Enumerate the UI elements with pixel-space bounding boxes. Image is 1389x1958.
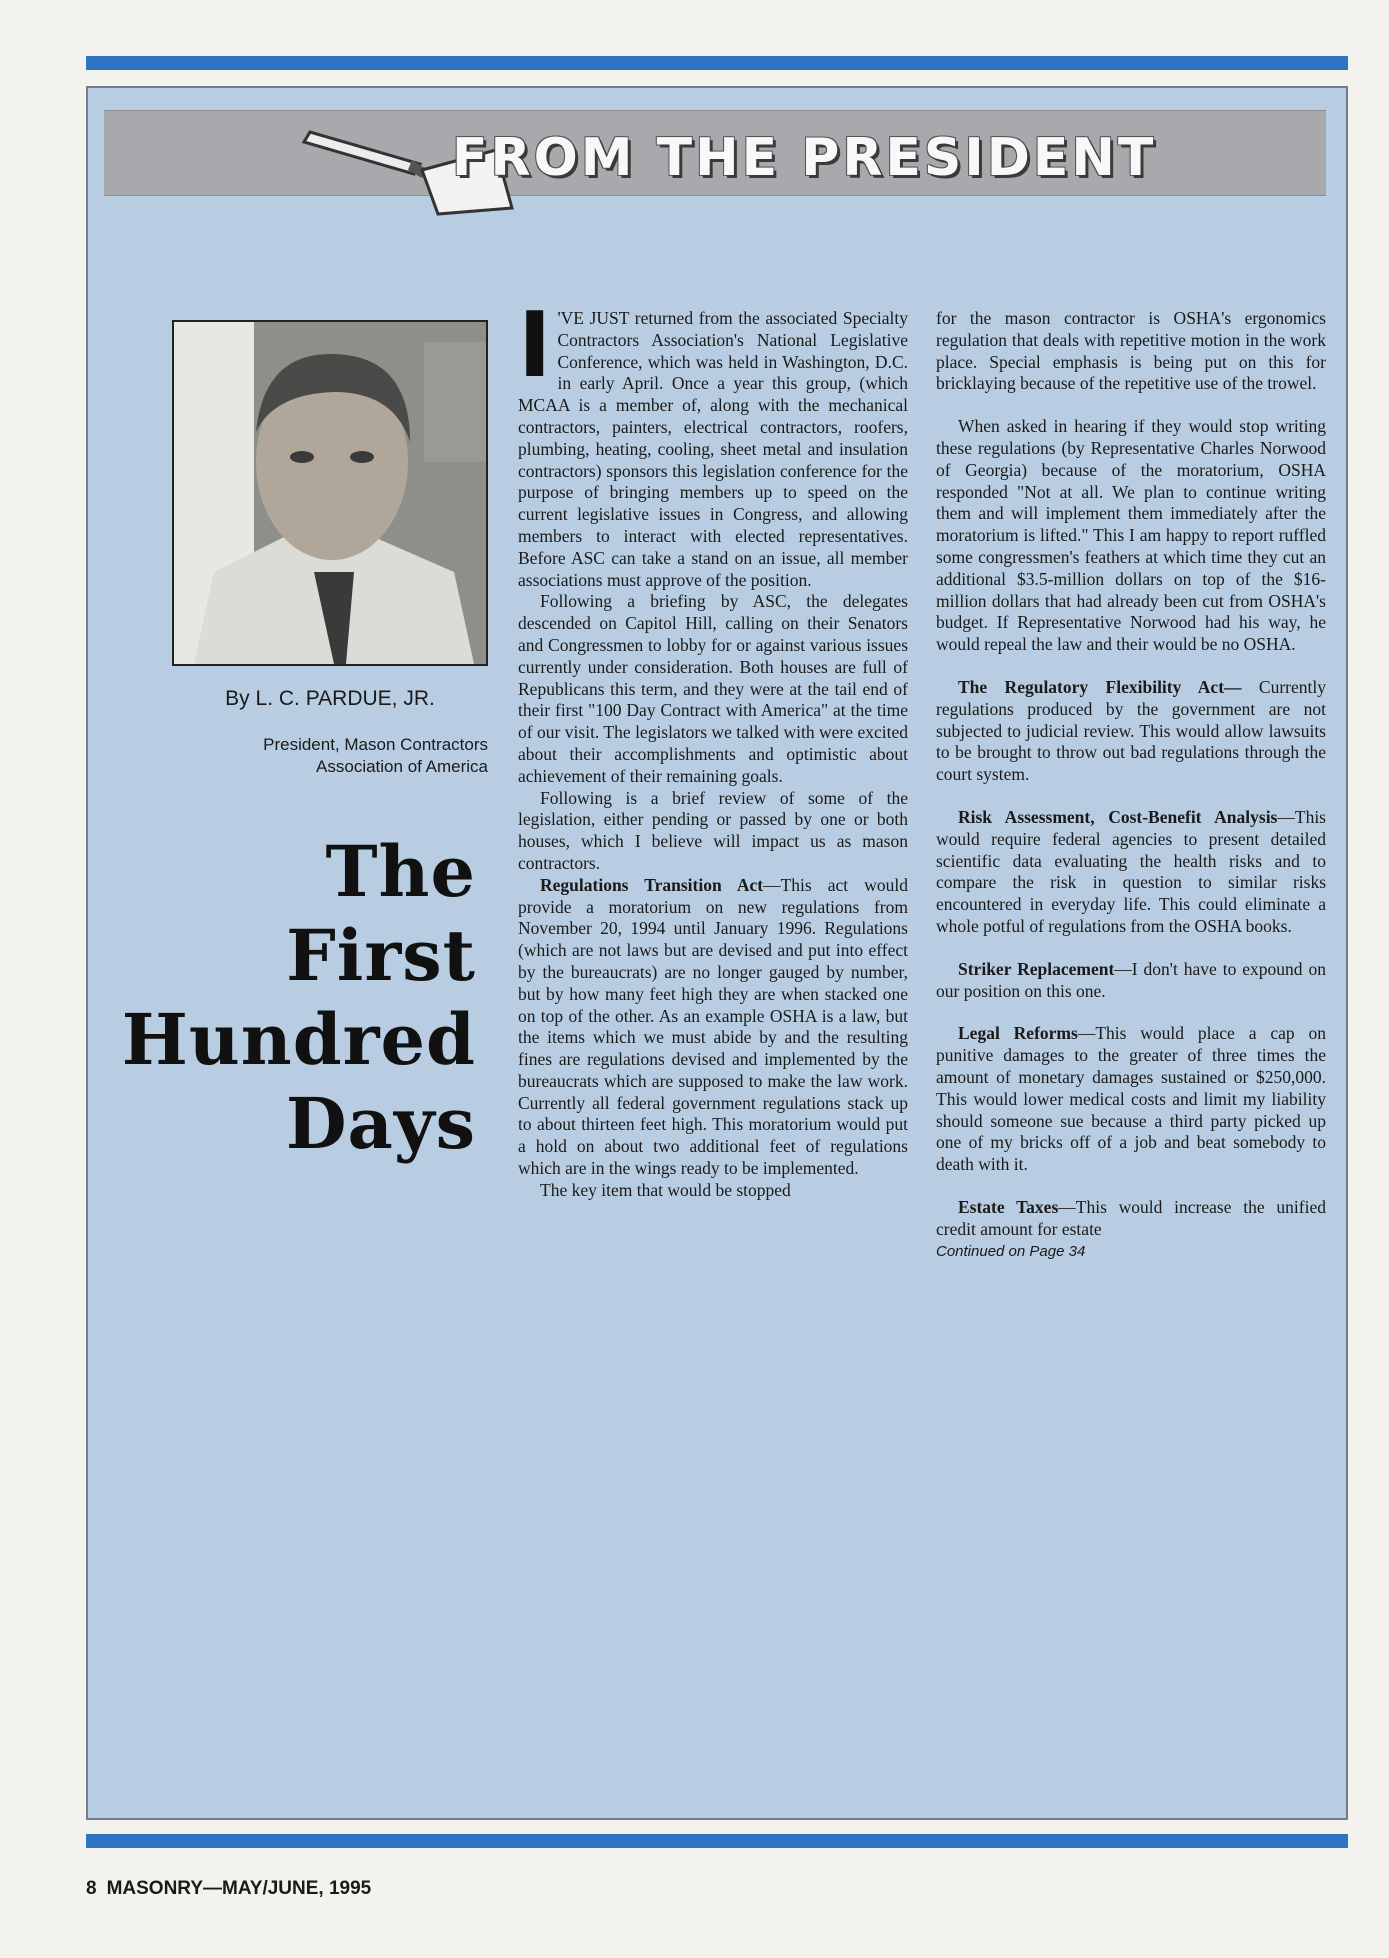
article-paragraph: Following is a brief review of some of the legislation, either pending or passed by one or both houses, which I believe will impact us as mason contractors. (518, 787, 908, 873)
headline-line: Hundred (121, 998, 476, 1081)
subhead: Estate Taxes (958, 1196, 1059, 1217)
article-paragraph: The Regulatory Flexibility Act— Currently regulations produced by the government are not subjected to judicial review. This would allow lawsuits to be brought to throw out bad regulations through the court system. (936, 676, 1326, 785)
author-byline: By L. C. PARDUE, JR. (225, 687, 435, 710)
subhead: Legal Reforms (958, 1023, 1078, 1044)
article-paragraph: Following a briefing by ASC, the delegates descended on Capitol Hill, calling on their Senators and Congressmen to lobby for or against various issues currently under consideration. Both houses are full of Republicans this term, and they were at the tail end of their first "100 Day Contract with America" at the time of our visit. The legislators we talked with were excited about their accomplishments and optimistic about achievement of their remaining goals. (518, 591, 908, 786)
article-paragraph: I 'VE JUST returned from the associated Specialty Contractors Association's National Legislative Conference, which was held in Washington, D.C. in early April. Once a year this group, (which MCAA is a member of, along with the mechanical contractors, painters, electrical contractors, roofers, plumbing, heating, cooling, sheet metal and insulation contractors) sponsors this legislation conference for the purpose of bringing members up to speed on the current legislative issues in Congress, and allowing members to interact with elected representatives. Before ASC can take a stand on an issue, all member associations must approve of the position. (518, 293, 908, 590)
publication-info: MASONRY—MAY/JUNE, 1995 (106, 1878, 372, 1899)
subhead: Risk Assessment, Cost-Benefit Analysis (958, 806, 1278, 827)
headline-line: The (325, 830, 476, 913)
article-paragraph: Risk Assessment, Cost-Benefit Analysis—This would require federal agencies to present detailed scientific data evaluating the health risks and to compare the risk in question to similar risks encountered in everyday life. This could eliminate a whole potful of regulations from the OSHA books. (936, 806, 1326, 936)
article-paragraph: The key item that would be stopped (540, 1179, 791, 1200)
subhead: The Regulatory Flexibility Act— (958, 676, 1242, 697)
article-paragraph: Striker Replacement—I don't have to expound on our position on this one. (936, 958, 1326, 1001)
author-title (172, 734, 488, 778)
author-title-line: President, Mason Contractors (263, 735, 488, 754)
article-paragraph: Regulations Transition Act—This act would provide a moratorium on new regulations from November 20, 1994 until January 1996. Regulations (which are not laws but are devised and put into effect by the bureaucrats) are no longer gauged by number, but by how many feet high they are when stacked one on top of the other. As an example OSHA is a law, but the items which we must abide by and the resulting fines are regulations devised and implemented by the bureaucrats which are supposed to make the law work. Currently all federal government regulations stack up to about thirteen feet high. This moratorium would put a hold on about two additional feet of regulations which are in the wings ready to be implemented. (518, 874, 909, 1179)
subhead: Striker Replacement (958, 958, 1115, 979)
article-paragraph: When asked in hearing if they would stop writing these regulations (by Representative Charles Norwood of Georgia) because of the moratorium, OSHA responded "Not at all. We plan to continue writing them and will implement them immediately after the moratorium is lifted." This I am happy to report ruffled some congressmen's feathers at which time they cut an additional $3.5-million dollars on top of the $16-million dollars that had already been cut from OSHA's budget. If Representative Norwood had his way, he would repeal the law and their would be no OSHA. (936, 416, 1326, 655)
author-portrait (172, 320, 488, 666)
drop-cap: I (518, 293, 552, 398)
subhead: Regulations Transition Act (540, 874, 764, 895)
page-footer (86, 1878, 371, 1900)
section-title: FROM THE PRESIDENT (452, 128, 1157, 188)
article-headline (110, 830, 476, 1166)
continued-note: Continued on Page 34 (936, 1243, 1086, 1261)
author-title-line: Association of America (316, 757, 488, 776)
top-blue-rule (86, 56, 1348, 70)
article-column-right (936, 308, 1326, 1263)
headline-line: Days (285, 1082, 476, 1165)
headline-line: First (286, 914, 476, 997)
article-paragraph: for the mason contractor is OSHA's ergonomics regulation that deals with repetitive motion in the work place. Special emphasis is being put on this for bricklaying because of the repetitive use of the trowel. (936, 308, 1326, 394)
article-paragraph: Estate Taxes—This would increase the unified credit amount for estate (936, 1196, 1326, 1239)
page-number: 8 (86, 1878, 97, 1899)
bottom-blue-rule (86, 1834, 1348, 1848)
article-paragraph: Legal Reforms—This would place a cap on punitive damages to the greater of three times the amount of monetary damages sustained or $250,000. This would lower medical costs and limit my liability should someone sue because a third party picked up one of my bricks off of a job and beat somebody to death with it. (936, 1023, 1326, 1175)
article-column-middle (518, 293, 909, 1202)
